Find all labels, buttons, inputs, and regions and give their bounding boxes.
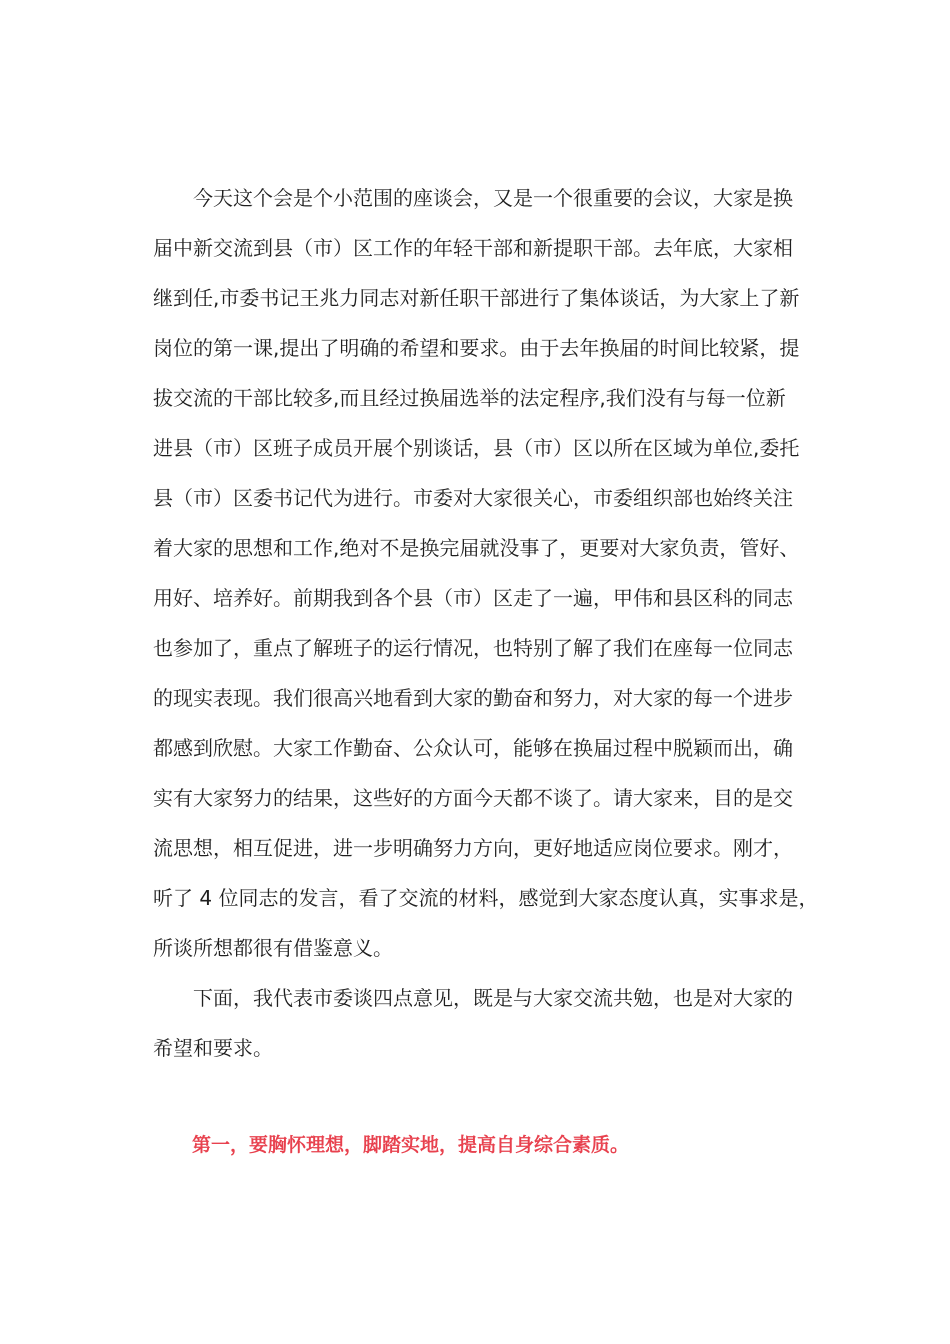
paragraph-2-line-2: 希望和要求。 [153, 1036, 273, 1060]
paragraph-1-line-4: 岗位的第一课,提出了明确的希望和要求。由于去年换届的时间比较紧，提 [153, 336, 800, 360]
section-heading: 第一，要胸怀理想，脚踏实地，提高自身综合素质。 [192, 1134, 630, 1156]
paragraph-1-line-7: 县（市）区委书记代为进行。市委对大家很关心，市委组织部也始终关注 [153, 486, 793, 510]
paragraph-1-line-9: 用好、培养好。前期我到各个县（市）区走了一遍，甲伟和县区科的同志 [153, 586, 793, 610]
paragraph-2-line-1: 下面，我代表市委谈四点意见，既是与大家交流共勉，也是对大家的 [193, 986, 793, 1010]
paragraph-1-line-15: 听了 4 位同志的发言，看了交流的材料，感觉到大家态度认真，实事求是， [153, 886, 819, 910]
paragraph-1-line-14: 流思想，相互促进，进一步明确努力方向，更好地适应岗位要求。刚才， [153, 836, 793, 860]
paragraph-1-line-6: 进县（市）区班子成员开展个别谈话，县（市）区以所在区域为单位,委托 [153, 436, 800, 460]
paragraph-1-line-3: 继到任,市委书记王兆力同志对新任职干部进行了集体谈话，为大家上了新 [153, 286, 800, 310]
paragraph-1-line-12: 都感到欣慰。大家工作勤奋、公众认可，能够在换届过程中脱颖而出，确 [153, 736, 793, 760]
paragraph-1-line-8: 着大家的思想和工作,绝对不是换完届就没事了，更要对大家负责，管好、 [153, 536, 800, 560]
paragraph-1-line-1: 今天这个会是个小范围的座谈会，又是一个很重要的会议，大家是换 [193, 186, 793, 210]
paragraph-1-line-2: 届中新交流到县（市）区工作的年轻干部和新提职干部。去年底，大家相 [153, 236, 793, 260]
paragraph-1-line-11: 的现实表现。我们很高兴地看到大家的勤奋和努力，对大家的每一个进步 [153, 686, 793, 710]
paragraph-1-line-16: 所谈所想都很有借鉴意义。 [153, 936, 393, 960]
paragraph-1-line-5: 拔交流的干部比较多,而且经过换届选举的法定程序,我们没有与每一位新 [153, 386, 786, 410]
paragraph-1-line-13: 实有大家努力的结果，这些好的方面今天都不谈了。请大家来，目的是交 [153, 786, 793, 810]
paragraph-1-line-10: 也参加了，重点了解班子的运行情况，也特别了解了我们在座每一位同志 [153, 636, 793, 660]
